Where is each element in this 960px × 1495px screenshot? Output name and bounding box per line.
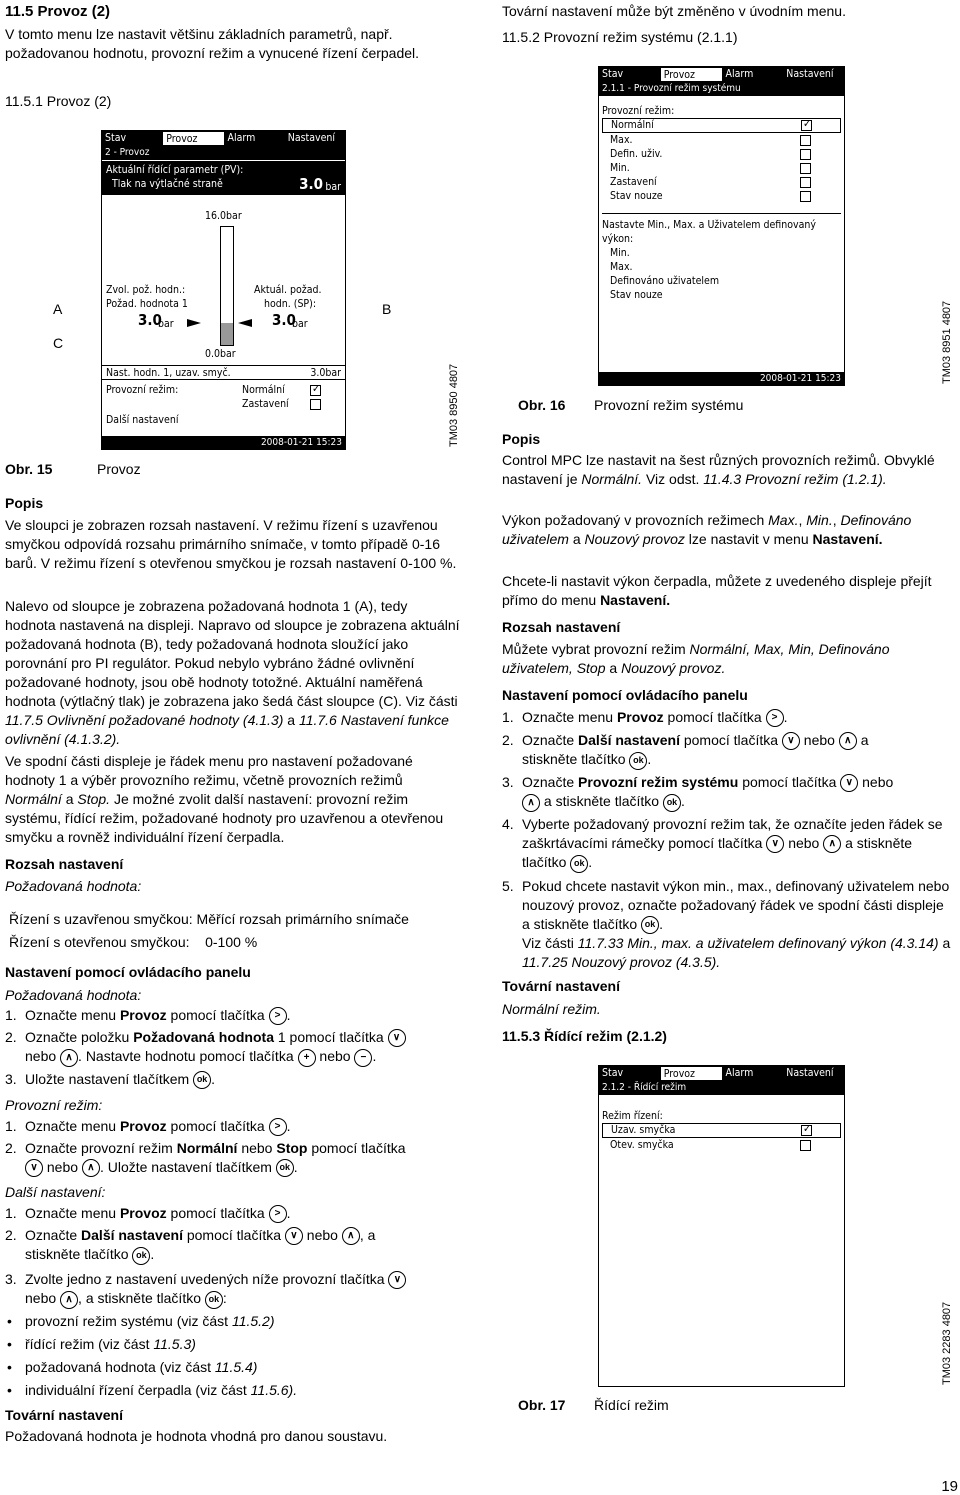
popis-p1: Control MPC lze nastavit na šest různých provozních režimů. Obvyklé nastavení je Normální. Viz odst. 11.4.3 Provozní režim (1.2.1).: [502, 452, 935, 487]
control-label: Režim řízení:: [602, 1110, 663, 1122]
popis-p2-refs: [5, 711, 460, 749]
nast-heading: Nastavení pomocí ovládacího panelu: [502, 687, 748, 703]
down-button-icon[interactable]: ∨: [388, 1271, 406, 1289]
right-button-icon[interactable]: >: [269, 1118, 287, 1136]
pozadovana-heading: Požadovaná hodnota:: [5, 878, 142, 894]
right-top-text: Tovární nastavení může být změněno v úvodním menu.: [502, 3, 846, 19]
s3-heading: Další nastavení:: [5, 1184, 106, 1200]
mode-normal[interactable]: Normální ✓: [602, 118, 841, 133]
sp-row[interactable]: [102, 365, 345, 380]
ok-button-icon[interactable]: ok: [276, 1159, 294, 1177]
tab-stav[interactable]: Stav: [602, 68, 624, 80]
tovarni-heading: Tovární nastavení: [502, 978, 621, 994]
popis-heading: Popis: [5, 495, 44, 511]
step-4: 4. Vyberte požadovaný provozní režim tak, že označíte jeden řádek se zaškrtávacími rámečky pomocí tlačítka ∨ nebo ∧ a stiskněte tlačítko ok .: [502, 815, 954, 877]
mode-normal[interactable]: Normální: [242, 384, 285, 396]
mode-label: Provozní režim:: [106, 384, 179, 396]
display-date: 2008-01-21 15:23: [599, 372, 844, 385]
display-provoz: [101, 130, 346, 450]
bar-max: 16.0bar: [205, 210, 242, 222]
down-button-icon[interactable]: ∨: [388, 1029, 406, 1047]
s2-steps: [5, 1117, 460, 1177]
tab-provoz[interactable]: Provoz: [660, 1066, 723, 1081]
popis-p2: Výkon požadovaný v provozních režimech Max., Min., Definováno uživatelem a Nouzový provoz lze nastavit v menu Nastavení.: [502, 512, 912, 547]
tab-stav[interactable]: Stav: [602, 1067, 624, 1079]
capacity-min[interactable]: Min.: [610, 247, 630, 259]
pv-panel: [102, 161, 345, 195]
down-button-icon[interactable]: ∨: [782, 732, 800, 750]
s2-step-2: 2. Označte provozní režim Normální nebo Stop pomocí tlačítka ∨ nebo ∧ . Uložte nastavení tlačítkem ok .: [5, 1139, 460, 1177]
tab-provoz[interactable]: Provoz: [162, 131, 224, 146]
tab-stav[interactable]: Stav: [105, 132, 127, 144]
mode-user-checkbox[interactable]: [800, 149, 811, 160]
down-button-icon[interactable]: ∨: [25, 1159, 43, 1177]
bullet-3: • požadovaná hodnota (viz část 11.5.4): [5, 1356, 460, 1379]
control-list: [599, 1095, 844, 1152]
mode-normal-checkbox[interactable]: [801, 120, 812, 131]
mode-max[interactable]: Max.: [602, 133, 841, 147]
settings-bullets: [5, 1310, 460, 1402]
arrow-b-icon: [238, 319, 252, 327]
ok-button-icon[interactable]: ok: [205, 1291, 223, 1309]
popis-p3: [5, 752, 460, 847]
ref-1143[interactable]: 11.4.3 Provozní režim (1.2.1).: [703, 471, 887, 487]
range-bar-fill: [221, 323, 233, 345]
mode-stop[interactable]: Zastavení: [242, 398, 289, 410]
fig15-caption: Provoz: [97, 461, 141, 477]
ok-button-icon[interactable]: ok: [641, 916, 659, 934]
display-provozni-rezim: [598, 66, 845, 386]
left-lbl2: Požad. hodnota 1: [106, 298, 188, 310]
right-unit: bar: [292, 318, 308, 330]
down-button-icon[interactable]: ∨: [285, 1227, 303, 1245]
ok-button-icon[interactable]: ok: [570, 855, 588, 873]
mode-emergency[interactable]: Stav nouze: [602, 189, 841, 203]
mode-stop-checkbox[interactable]: [800, 177, 811, 188]
popis-p3: Chcete-li nastavit výkon čerpadla, můžete z uvedeného displeje přejít přímo do menu Nastavení.: [502, 573, 932, 608]
subsection-heading: 11.5.1 Provoz (2): [5, 93, 112, 109]
range-row-2: [9, 933, 464, 952]
bullet-2: • řídící režim (viz část 11.5.3): [5, 1333, 460, 1356]
tab-nastaveni[interactable]: Nastavení: [786, 1067, 834, 1079]
fig15-number: Obr. 15: [5, 461, 53, 477]
ref-11725[interactable]: 11.7.25 Nouzový provoz (4.3.5).: [522, 954, 721, 971]
tovarni-text: Požadovaná hodnota je hodnota vhodná pro danou soustavu.: [5, 1428, 388, 1444]
tab-provoz[interactable]: Provoz: [660, 67, 723, 82]
mode-stop-checkbox[interactable]: [310, 399, 321, 410]
s3-step-1: 1. Označte menu Provoz pomocí tlačítka > .: [5, 1204, 460, 1226]
ok-button-icon[interactable]: ok: [629, 752, 647, 770]
p3-normal: Normální: [5, 791, 62, 807]
bullet-4: • individuální řízení čerpadla (viz část 11.5.6).: [5, 1379, 460, 1402]
up-button-icon[interactable]: ∧: [839, 732, 857, 750]
rozsah-heading: Rozsah nastavení: [502, 619, 621, 635]
popis-p3b: Je možné zvolit další nastavení: provozní režim systému, řídící režim, požadované hodnoty pro uzavřenou a otevřenou smyčku a rovněž individuální řízení čerpadla.: [5, 791, 444, 845]
popis-p1: Ve sloupci je zobrazen rozsah nastavení. V režimu řízení s uzavřenou smyčkou odpovídá rozsahu primárního snímače, v tomto případě 0-16 barů. V režimu řízení s otevřenou smyčkou je rozsah nastavení 0-100 %.: [5, 517, 457, 571]
rozsah-text: Můžete vybrat provozní režim Normální, Max, Min, Definováno uživatelem, Stop a Nouzový provoz.: [502, 641, 890, 676]
fig16-number: Obr. 16: [518, 397, 566, 413]
s1-step-2: 2. Označte položku Požadovaná hodnota 1 pomocí tlačítka ∨ nebo ∧ . Nastavte hodnotu pomocí tlačítka + nebo − .: [5, 1028, 460, 1067]
popis-p2a: Nalevo od sloupce je zobrazena požadovaná hodnota 1 (A), tedy hodnota nastavená na displeji. Napravo od sloupce je zobrazena aktuální požadovaná hodnota (B), tedy požadovaná hodnota sloužící jako porovnání pro PI regulátor. Pokud nebylo vybráno žádné ovlivnění požadované hodnoty, jsou obě hodnoty totožné. Aktuální naměřená hodnota (výtlačný tlak) je zobrazena jako šedá část sloupce (C). Viz části: [5, 598, 460, 709]
s3-steps: [5, 1204, 460, 1309]
display-path: 2 - Provoz: [102, 146, 345, 160]
left-value: 3.0: [138, 311, 162, 329]
p3-stop: Stop.: [77, 791, 111, 807]
down-button-icon[interactable]: ∨: [840, 774, 858, 792]
subsection-1152: 11.5.2 Provozní režim systému (2.1.1): [502, 29, 738, 45]
section-heading: 11.5 Provoz (2): [5, 3, 111, 20]
s2-heading: Provozní režim:: [5, 1097, 103, 1113]
tm-code-16: TM03 8951 4807: [941, 300, 953, 384]
mode-max-checkbox[interactable]: [800, 135, 811, 146]
step-1: 1. Označte menu Provoz pomocí tlačítka > .: [502, 708, 954, 731]
mode-min-checkbox[interactable]: [800, 163, 811, 174]
range-2-label: Řízení s otevřenou smyčkou:: [9, 934, 190, 950]
rozsah-heading: Rozsah nastavení: [5, 856, 124, 872]
mode-stop[interactable]: Zastavení: [602, 175, 841, 189]
up-button-icon[interactable]: ∧: [60, 1049, 78, 1067]
control-closed-checkbox[interactable]: [801, 1125, 812, 1136]
label-c: C: [53, 335, 64, 351]
display-tabs: [599, 1066, 844, 1081]
tab-nastaveni[interactable]: Nastavení: [786, 68, 834, 80]
pv-label: Aktuální řídící parametr (PV):: [106, 164, 244, 176]
popis-p2-start: [5, 597, 460, 711]
s1-step-3: 3. Uložte nastavení tlačítkem ok .: [5, 1070, 460, 1089]
ref-1176[interactable]: 11.7.6 Nastavení funkce ovlivnění (4.1.3.2).: [5, 712, 449, 747]
tovarni-text: Normální režim.: [502, 1001, 601, 1017]
capacity-emergency[interactable]: Stav nouze: [610, 289, 663, 301]
bullet-1: • provozní režim systému (viz část 11.5.2): [5, 1310, 460, 1333]
tovarni-heading: Tovární nastavení: [5, 1407, 124, 1423]
right-button-icon[interactable]: >: [269, 1007, 287, 1025]
fig17-caption: Řídící režim: [594, 1397, 669, 1413]
step-5: 5. Pokud chcete nastavit výkon min., max., definovaný uživatelem nebo nouzový provoz, označte požadovaný řádek ve spodní části displeje a stiskněte tlačítko ok . Viz části 11.7.33 Min., max. a uživatelem definovaný výkon (4.3.14) a 11.7.25 Nouzový provoz (4.3.5).: [502, 878, 951, 971]
label-b: B: [382, 301, 392, 317]
display-tabs: [599, 67, 844, 82]
range-bar: [220, 226, 234, 346]
sp-row-label: Nast. hodn. 1, uzav. smyč.: [106, 367, 231, 379]
s3-step-2: 2. Označte Další nastavení pomocí tlačítka ∨ nebo ∧ , a stiskněte tlačítko ok .: [5, 1226, 460, 1270]
s2-step-1: 1. Označte menu Provoz pomocí tlačítka > .: [5, 1117, 460, 1139]
display-path: 2.1.1 - Provozní režim systému: [599, 82, 844, 96]
up-button-icon[interactable]: ∧: [823, 835, 841, 853]
up-button-icon[interactable]: ∧: [522, 794, 540, 812]
capacity-label: Nastavte Min., Max. a Uživatelem definovaný výkon:: [602, 213, 841, 246]
minus-button-icon[interactable]: −: [354, 1049, 372, 1067]
display-tabs: [102, 131, 345, 146]
right-button-icon[interactable]: >: [269, 1205, 287, 1223]
ok-button-icon[interactable]: ok: [193, 1071, 211, 1089]
mode-list-label: Provozní režim:: [602, 105, 675, 117]
ref-11733[interactable]: 11.7.33 Min., max. a uživatelem definovaný výkon (4.3.14): [577, 935, 939, 952]
pv-sub: Tlak na výtlačné straně: [112, 178, 223, 190]
s1-steps: [5, 1006, 460, 1089]
control-open[interactable]: Otev. smyčka: [602, 1138, 841, 1152]
control-open-checkbox[interactable]: [800, 1140, 811, 1151]
mode-min[interactable]: Min.: [602, 161, 841, 175]
label-a: A: [53, 301, 63, 317]
tm-code-15: TM03 8950 4807: [448, 363, 460, 447]
mode-list: [599, 96, 844, 302]
plus-button-icon[interactable]: +: [298, 1049, 316, 1067]
pv-value: 3.0: [299, 175, 323, 193]
left-lbl1: Zvol. pož. hodn.:: [106, 284, 186, 296]
nast-heading: Nastavení pomocí ovládacího panelu: [5, 964, 251, 980]
bar-min: 0.0bar: [205, 348, 236, 360]
tab-alarm[interactable]: Alarm: [227, 132, 256, 144]
down-button-icon[interactable]: ∨: [766, 835, 784, 853]
up-button-icon[interactable]: ∧: [60, 1291, 78, 1309]
tab-nastaveni[interactable]: Nastavení: [287, 132, 336, 144]
ok-button-icon[interactable]: ok: [132, 1247, 150, 1265]
up-button-icon[interactable]: ∧: [82, 1159, 100, 1177]
popis-p3a: Ve spodní části displeje je řádek menu pro nastavení požadované hodnoty 1 a výběr provozního režimu, včetně provozních režimů: [5, 753, 413, 788]
intro-text: V tomto menu lze nastavit většinu základních parametrů, např. požadovanou hodnotu, provozní režim a vynucené řízení čerpadel.: [5, 26, 420, 61]
control-closed[interactable]: Uzav. smyčka ✓: [602, 1123, 841, 1138]
rezim-steps: [502, 708, 954, 972]
tm-code-17: TM03 2283 4807: [941, 1301, 953, 1385]
step-3: 3. Označte Provozní režim systému pomocí tlačítka ∨ nebo ∧ a stiskněte tlačítko ok .: [502, 773, 954, 815]
s3-step-3: 3. Zvolte jedno z nastavení uvedených níže provozní tlačítka ∨ nebo ∧ , a stiskněte tlačítko ok :: [5, 1270, 460, 1309]
page-number: 19: [941, 1478, 958, 1495]
sp-row-value: 3.0bar: [310, 367, 341, 379]
popis-heading: Popis: [502, 431, 541, 447]
fig16-caption: Provozní režim systému: [594, 397, 744, 413]
s1-step-1: 1. Označte menu Provoz pomocí tlačítka > .: [5, 1006, 460, 1028]
right-lbl1: Aktuál. požad.: [254, 284, 322, 296]
p3-and: a: [65, 791, 74, 807]
right-lbl2: hodn. (SP):: [264, 298, 317, 310]
mode-user[interactable]: Defin. uživ.: [602, 147, 841, 161]
range-row-1: [9, 910, 464, 929]
further-settings[interactable]: Další nastavení: [106, 414, 179, 426]
right-value: 3.0: [272, 311, 296, 329]
ok-button-icon[interactable]: ok: [663, 794, 681, 812]
s1-heading: Požadovaná hodnota:: [5, 987, 142, 1003]
display-ridici-rezim: [598, 1065, 845, 1387]
mode-normal-checkbox[interactable]: [310, 385, 321, 396]
and-1: a: [287, 712, 296, 728]
left-unit: bar: [158, 318, 174, 330]
up-button-icon[interactable]: ∧: [342, 1227, 360, 1245]
tab-alarm[interactable]: Alarm: [725, 68, 754, 80]
capacity-user[interactable]: Definováno uživatelem: [610, 275, 720, 287]
subsection-1153: 11.5.3 Řídící režim (2.1.2): [502, 1028, 667, 1044]
fig17-number: Obr. 17: [518, 1397, 566, 1413]
ref-1175[interactable]: 11.7.5 Ovlivnění požadované hodnoty (4.1.3): [5, 712, 284, 728]
range-1-label: Řízení s uzavřenou smyčkou:: [9, 911, 193, 927]
pv-unit: bar: [325, 181, 341, 193]
tab-alarm[interactable]: Alarm: [725, 1067, 754, 1079]
mode-emergency-checkbox[interactable]: [800, 191, 811, 202]
range-1-value: Měřící rozsah primárního snímače: [196, 911, 409, 927]
range-2-value: 0-100 %: [205, 934, 258, 950]
arrow-a-icon: [187, 319, 201, 327]
right-button-icon[interactable]: >: [766, 709, 784, 727]
capacity-max[interactable]: Max.: [610, 261, 633, 273]
display-path: 2.1.2 - Řídící režim: [599, 1081, 844, 1095]
step-2: 2. Označte Další nastavení pomocí tlačítka ∨ nebo ∧ a stiskněte tlačítko ok .: [502, 731, 954, 773]
display-date: 2008-01-21 15:23: [102, 436, 345, 449]
